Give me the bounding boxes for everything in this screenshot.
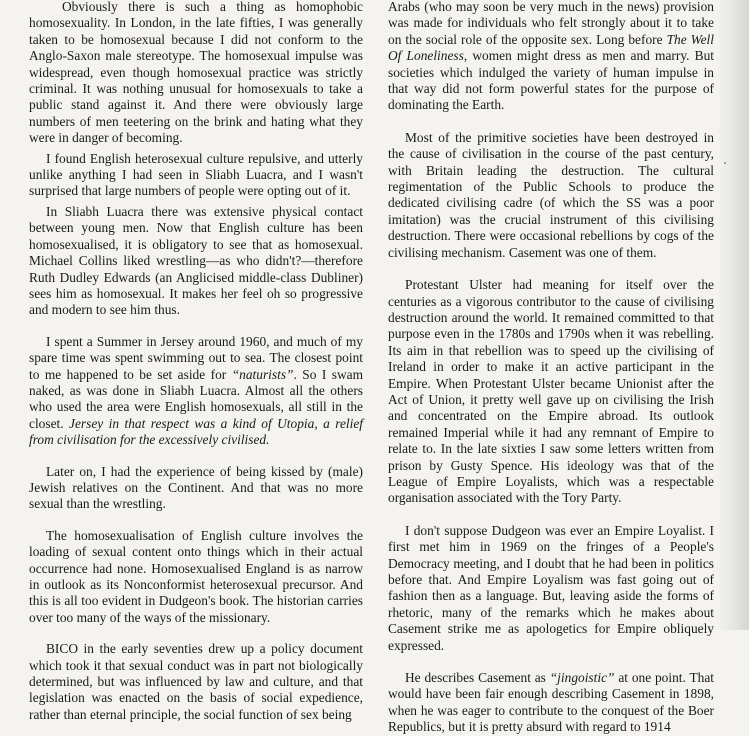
left-column bbox=[29, 0, 363, 723]
paragraph-arabs bbox=[388, 0, 714, 114]
paragraph-jersey bbox=[29, 334, 363, 449]
right-column bbox=[388, 0, 714, 736]
paragraph-protestant-ulster: Protestant Ulster had meaning for itself over the centuries as a vigorous contributor to the cause of civilising destruction around the world. It remained committed to that purpose even in the 1780s and 1790s when it was rebelling. Its aim in that rebellion was to speed up the civilising of Ireland in order to make it an active participant in the Empire. When Protestant Ulster became Unionist after the Act of Union, it pretty well gave up on civilising the Irish and concentrated on the Empire abroad. Its outlook remained Imperial while it had any remnant of Empire to relate to. In the late sixties I saw some letters written from prison by Gusty Spence. His ideology was that of the League of Empire Loyalists, which was a respectable organisation associated with the Tory Party. bbox=[388, 277, 714, 506]
jingoistic-text-post: at one point. That would have been fair enough describing Casement in 1898, when he was eager to contribute to the conquest of the Boer Republics, but it is pretty absurd with regard to 1914 bbox=[388, 670, 714, 735]
paragraph-dudgeon: I don't suppose Dudgeon was ever an Empire Loyalist. I first met him in 1969 on the fringes of a People's Democracy meeting, and I doubt that he had been in politics before that. And Empire Loyalism was fast going out of fashion then as a language. But, leaving aside the forms of rhetoric, many of the remarks which he makes about Casement strike me as apologetics for Empire obliquely expressed. bbox=[388, 522, 714, 653]
arabs-text-post: , women might dress as men and marry. But societies which indulged the variety of human impulse in that way did not form powerful states for the purpose of dominating the Earth. bbox=[388, 48, 714, 113]
paragraph-primitive-societies: Most of the primitive societies have been destroyed in the cause of civilisation in the course of the past century, with Britain leading the destruction. The cultural regimentation of the Public Schools to produce the dedicated civilising cadre (of which the SS was a poor imitation) was the crucial instrument of this civilising destruction. There were occasional rebellions by cogs of the civilising mechanism. Casement was one of them. bbox=[388, 129, 714, 260]
paragraph-jingoistic bbox=[388, 670, 714, 736]
book-title-emphasis: The Well Of Loneliness bbox=[388, 31, 714, 64]
paragraph-homosexualisation: The homosexualisation of English culture involves the loading of sexual content onto things which in their actual occurrence had none. Homosexualised England is as narrow in outlook as its Nonconformist heterosexual precursor. And this is all too evident in Dudgeon's book. The historian carries over too many of the ways of the missionary. bbox=[29, 527, 363, 625]
jingoistic-text-pre: He describes Casement as bbox=[405, 670, 550, 686]
paragraph-homophobic: Obviously there is such a thing as homophobic homosexuality. In London, in the late fifties, I was generally taken to be homosexual because I did not conform to the Anglo-Saxon male stereotype. The homosexual impulse was widespread, even though homosexual practice was strictly criminal. It was nothing unusual for homosexuals to take a public stand against it. And there were obviously large numbers of men teetering on the brink and hating what they were in danger of becoming. bbox=[29, 0, 363, 146]
scan-shadow-edge bbox=[717, 0, 749, 630]
jersey-underlined-text: Jersey in that respect was a kind of Utopia, a relief from civilisation for the excessively civilised. bbox=[29, 415, 363, 448]
jersey-text-post: . So I swam naked, as was done in Sliabh Luacra. Almost all the others who used the area were English homosexuals, all still in the closet. bbox=[29, 366, 364, 431]
paragraph-culture-repulsive: I found English heterosexual culture repulsive, and utterly unlike anything I had seen in Sliabh Luacra, and I wasn't surprised that large numbers of people were opting out of it. bbox=[29, 150, 363, 199]
paragraph-bico: BICO in the early seventies drew up a policy document which took it that sexual conduct was in part not biologically determined, but was influenced by law and culture, and that legislation was enacted on the basis of social expedience, rather than eternal principle, the social function of sex being bbox=[29, 641, 363, 722]
jersey-text-pre: I spent a Summer in Jersey around 1960, and much of my spare time was spent swimming out to sea. The closest point to me happened to be set aside for bbox=[29, 333, 363, 382]
paragraph-physical-contact: In Sliabh Luacra there was extensive physical contact between young men. Now that English culture has been homosexualised, it is obligatory to see that as homosexual. Michael Collins liked wrestling—as who didn't?—therefore Ruth Dudley Edwards (an Anglicised middle-class Dubliner) sees him as homosexual. It makes her feel oh so progressive and modern to see him thus. bbox=[29, 203, 363, 318]
arabs-text-pre: Arabs (who may soon be very much in the news) provision was made for individuals who felt strongly about it to take on the social role of the opposite sex. Long before bbox=[388, 0, 714, 47]
naturists-emphasis: “naturists” bbox=[231, 366, 294, 382]
paragraph-kissed: Later on, I had the experience of being kissed by (male) Jewish relatives on the Continent. And that was no more sexual than the wrestling. bbox=[29, 463, 363, 512]
scan-speck bbox=[724, 162, 726, 164]
jingoistic-emphasis: “jingoistic” bbox=[549, 670, 615, 686]
